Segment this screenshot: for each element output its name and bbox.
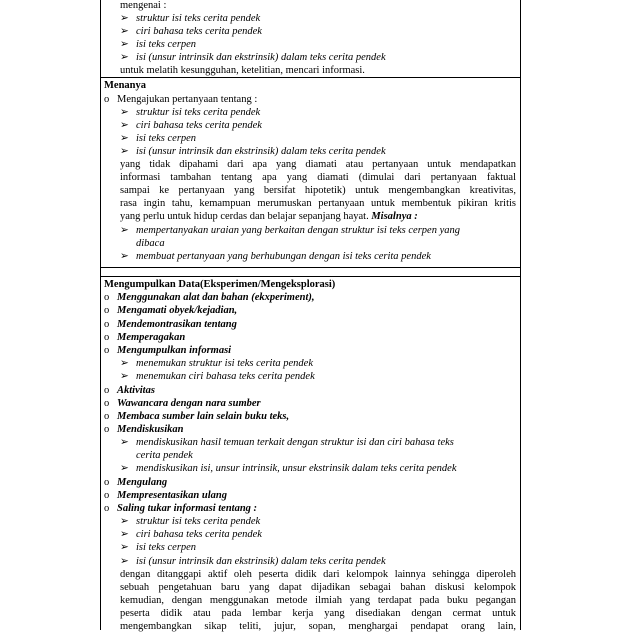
circle-bullet-icon: o [104, 305, 110, 316]
arrow-bullet-icon: ➢ [120, 358, 129, 369]
section1-closing: untuk melatih kesungguhan, ketelitian, mencari informasi. [120, 65, 365, 76]
section3-bullet: o Memperagakan [104, 332, 186, 343]
arrow-bullet-icon: ➢ [120, 529, 129, 540]
section2-paragraph-line: rasa ingin tahu, kemampuan merumuskan pertanyaan untuk membentuk pikiran kritis [120, 198, 516, 209]
section3-bullet: o Wawancara dengan nara sumber [104, 398, 261, 409]
section2-item: ➢ struktur isi teks cerita pendek [120, 107, 261, 118]
section3-subitem: ➢ mendiskusikan isi, unsur intrinsik, unsur ekstrinsik dalam teks cerita pendek [120, 463, 457, 474]
section2-example-cont: dibaca [136, 238, 165, 249]
arrow-bullet-icon: ➢ [120, 516, 129, 527]
circle-bullet-icon: o [104, 332, 110, 343]
circle-bullet-icon: o [104, 490, 110, 501]
arrow-bullet-icon: ➢ [120, 437, 129, 448]
circle-bullet-icon: o [104, 503, 110, 514]
section2-example: ➢ mempertanyakan uraian yang berkaitan dengan struktur isi teks cerpen yang [120, 225, 460, 236]
arrow-bullet-icon: ➢ [120, 26, 129, 37]
arrow-bullet-icon: ➢ [120, 120, 129, 131]
section2-example: ➢ membuat pertanyaan yang berhubungan dengan isi teks cerita pendek [120, 251, 431, 262]
misalnya-label: Misalnya : [371, 211, 418, 222]
section3-bullet: o Mengamati obyek/kejadian, [104, 305, 238, 316]
arrow-bullet-icon: ➢ [120, 542, 129, 553]
circle-bullet-icon: o [104, 477, 110, 488]
section1-lead: mengenai : [120, 0, 167, 11]
section3-paragraph-line: dengan ditanggapi aktif oleh peserta didik dari kelompok lainnya sehingga diperoleh [120, 569, 516, 580]
circle-bullet-icon: o [104, 345, 110, 356]
arrow-bullet-icon: ➢ [120, 556, 129, 567]
section3-paragraph-line: kemudian, dengan menggunakan metode ilmiah yang terdapat pada buku pegangan [120, 595, 516, 606]
section1-item: ➢ isi (unsur intrinsik dan ekstrinsik) dalam teks cerita pendek [120, 52, 386, 63]
section3-bullet: o Mendemontrasikan tentang [104, 319, 237, 330]
section3-paragraph-line: peserta didik atau pada lembar kerja yang disediakan dengan cermat untuk [120, 608, 516, 619]
section3-subitem: ➢ mendiskusikan hasil temuan terkait dengan struktur isi dan ciri bahasa teks [120, 437, 454, 448]
section3-bullet: o Mempresentasikan ulang [104, 490, 227, 501]
arrow-bullet-icon: ➢ [120, 39, 129, 50]
arrow-bullet-icon: ➢ [120, 371, 129, 382]
section3-subitem: ➢ menemukan struktur isi teks cerita pendek [120, 358, 313, 369]
section3-subitem: ➢ struktur isi teks cerita pendek [120, 516, 261, 527]
section1-item: ➢ struktur isi teks cerita pendek [120, 13, 261, 24]
section2-item: ➢ isi teks cerpen [120, 133, 197, 144]
section2-item: ➢ isi (unsur intrinsik dan ekstrinsik) dalam teks cerita pendek [120, 146, 386, 157]
arrow-bullet-icon: ➢ [120, 133, 129, 144]
section3-bullet: o Membaca sumber lain selain buku teks, [104, 411, 290, 422]
section3-subitem: ➢ menemukan ciri bahasa teks cerita pendek [120, 371, 315, 382]
arrow-bullet-icon: ➢ [120, 463, 129, 474]
section3-subitem: ➢ isi teks cerpen [120, 542, 197, 553]
arrow-bullet-icon: ➢ [120, 13, 129, 24]
section2-title: Menanya [104, 80, 146, 91]
arrow-bullet-icon: ➢ [120, 146, 129, 157]
section3-subitem: ➢ isi (unsur intrinsik dan ekstrinsik) dalam teks cerita pendek [120, 556, 386, 567]
circle-bullet-icon: o [104, 385, 110, 396]
section1-item: ➢ isi teks cerpen [120, 39, 197, 50]
section3-title: Mengumpulkan Data(Eksperimen/Mengeksplorasi) [104, 279, 336, 290]
arrow-bullet-icon: ➢ [120, 107, 129, 118]
section3-subitem: ➢ ciri bahasa teks cerita pendek [120, 529, 262, 540]
section2-paragraph-line: sampai ke pertanyaan yang bersifat hipotetik) untuk mengembangkan kreativitas, [120, 185, 516, 196]
section3-subitem-cont: cerita pendek [136, 450, 193, 461]
section2-bullet: o Mengajukan pertanyaan tentang : [104, 94, 258, 105]
circle-bullet-icon: o [104, 424, 110, 435]
circle-bullet-icon: o [104, 94, 110, 105]
section1-item: ➢ ciri bahasa teks cerita pendek [120, 26, 262, 37]
section3-bullet: o Menggunakan alat dan bahan (ekxperiment), [104, 292, 315, 303]
section3-bullet: o Saling tukar informasi tentang : [104, 503, 258, 514]
section3-paragraph-line: sebuah pengetahuan baru yang dapat dijadikan sebagai bahan diskusi kelompok [120, 582, 516, 593]
section2-paragraph-line: yang tidak dipahami dari apa yang diamati atau pertanyaan untuk mendapatkan [120, 159, 516, 170]
arrow-bullet-icon: ➢ [120, 52, 129, 63]
section2-item: ➢ ciri bahasa teks cerita pendek [120, 120, 262, 131]
circle-bullet-icon: o [104, 319, 110, 330]
circle-bullet-icon: o [104, 411, 110, 422]
arrow-bullet-icon: ➢ [120, 225, 129, 236]
section3-bullet: o Mengulang [104, 477, 168, 488]
circle-bullet-icon: o [104, 292, 110, 303]
circle-bullet-icon: o [104, 398, 110, 409]
section3-bullet: o Mengumpulkan informasi [104, 345, 232, 356]
section2-last-line: yang perlu untuk hidup cerdas dan belajar sepanjang hayat. Misalnya : [120, 211, 418, 222]
section3-bullet: o Mendiskusikan [104, 424, 184, 435]
arrow-bullet-icon: ➢ [120, 251, 129, 262]
section2-paragraph-line: informasi tambahan tentang apa yang diamati (dimulai dari pertanyaan faktual [120, 172, 516, 183]
section3-bullet: o Aktivitas [104, 385, 155, 396]
section3-paragraph-line: mengembangkan sikap teliti, jujur, sopan, menghargai pendapat orang lain, [120, 621, 516, 632]
